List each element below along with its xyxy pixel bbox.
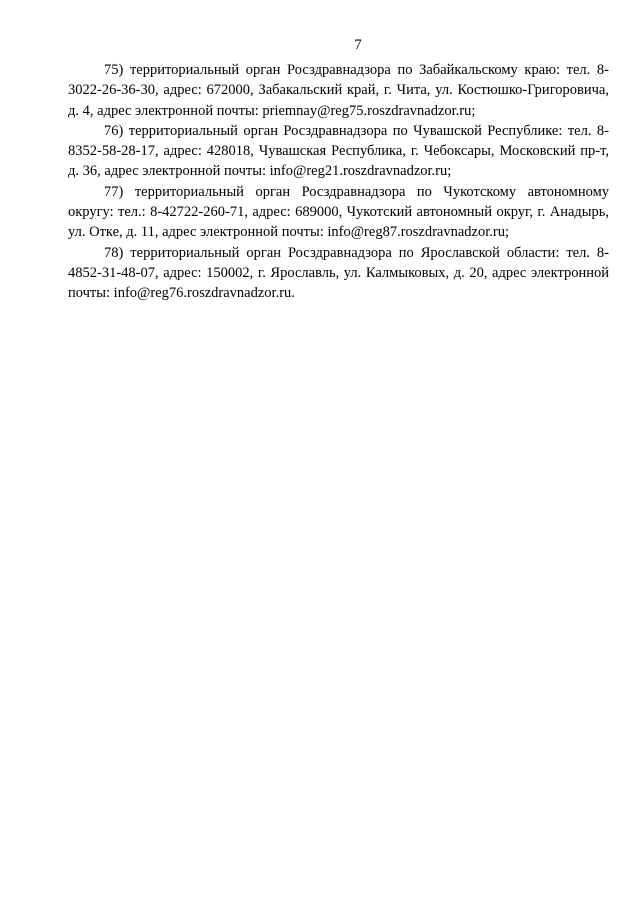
page-number: 7: [354, 37, 362, 53]
list-item-76: 76) территориальный орган Росздравнадзора по Чувашской Республике: тел. 8-8352-58-28-17, адрес: 428018, Чувашская Республика, г. Чебоксары, Московский пр-т, д. 36, адрес электронной почты: info@reg21.roszdravnadzor.ru;: [68, 122, 609, 180]
list-item-77: 77) территориальный орган Росздравнадзора по Чукотскому автономному округу: тел.: 8-42722-260-71, адрес: 689000, Чукотский автономный округ, г. Анадырь, ул. Отке, д. 11, адрес электронной почты: info@reg87.roszdravnadzor.ru;: [68, 183, 609, 241]
list-item-78: 78) территориальный орган Росздравнадзора по Ярославской области: тел. 8-4852-31-48-07, адрес: 150002, г. Ярославль, ул. Калмыковых, д. 20, адрес электронной почты: info@reg76.roszdravnadzor.ru.: [68, 244, 609, 302]
list-item-75: 75) территориальный орган Росздравнадзора по Забайкальскому краю: тел. 8-3022-26-36-30, адрес: 672000, Забакальский край, г. Чита, ул. Костюшко-Григоровича, д. 4, адрес электронной почты: priemnay@reg75.roszdravnadzor.ru;: [68, 62, 609, 119]
document-body: [68, 60, 609, 304]
